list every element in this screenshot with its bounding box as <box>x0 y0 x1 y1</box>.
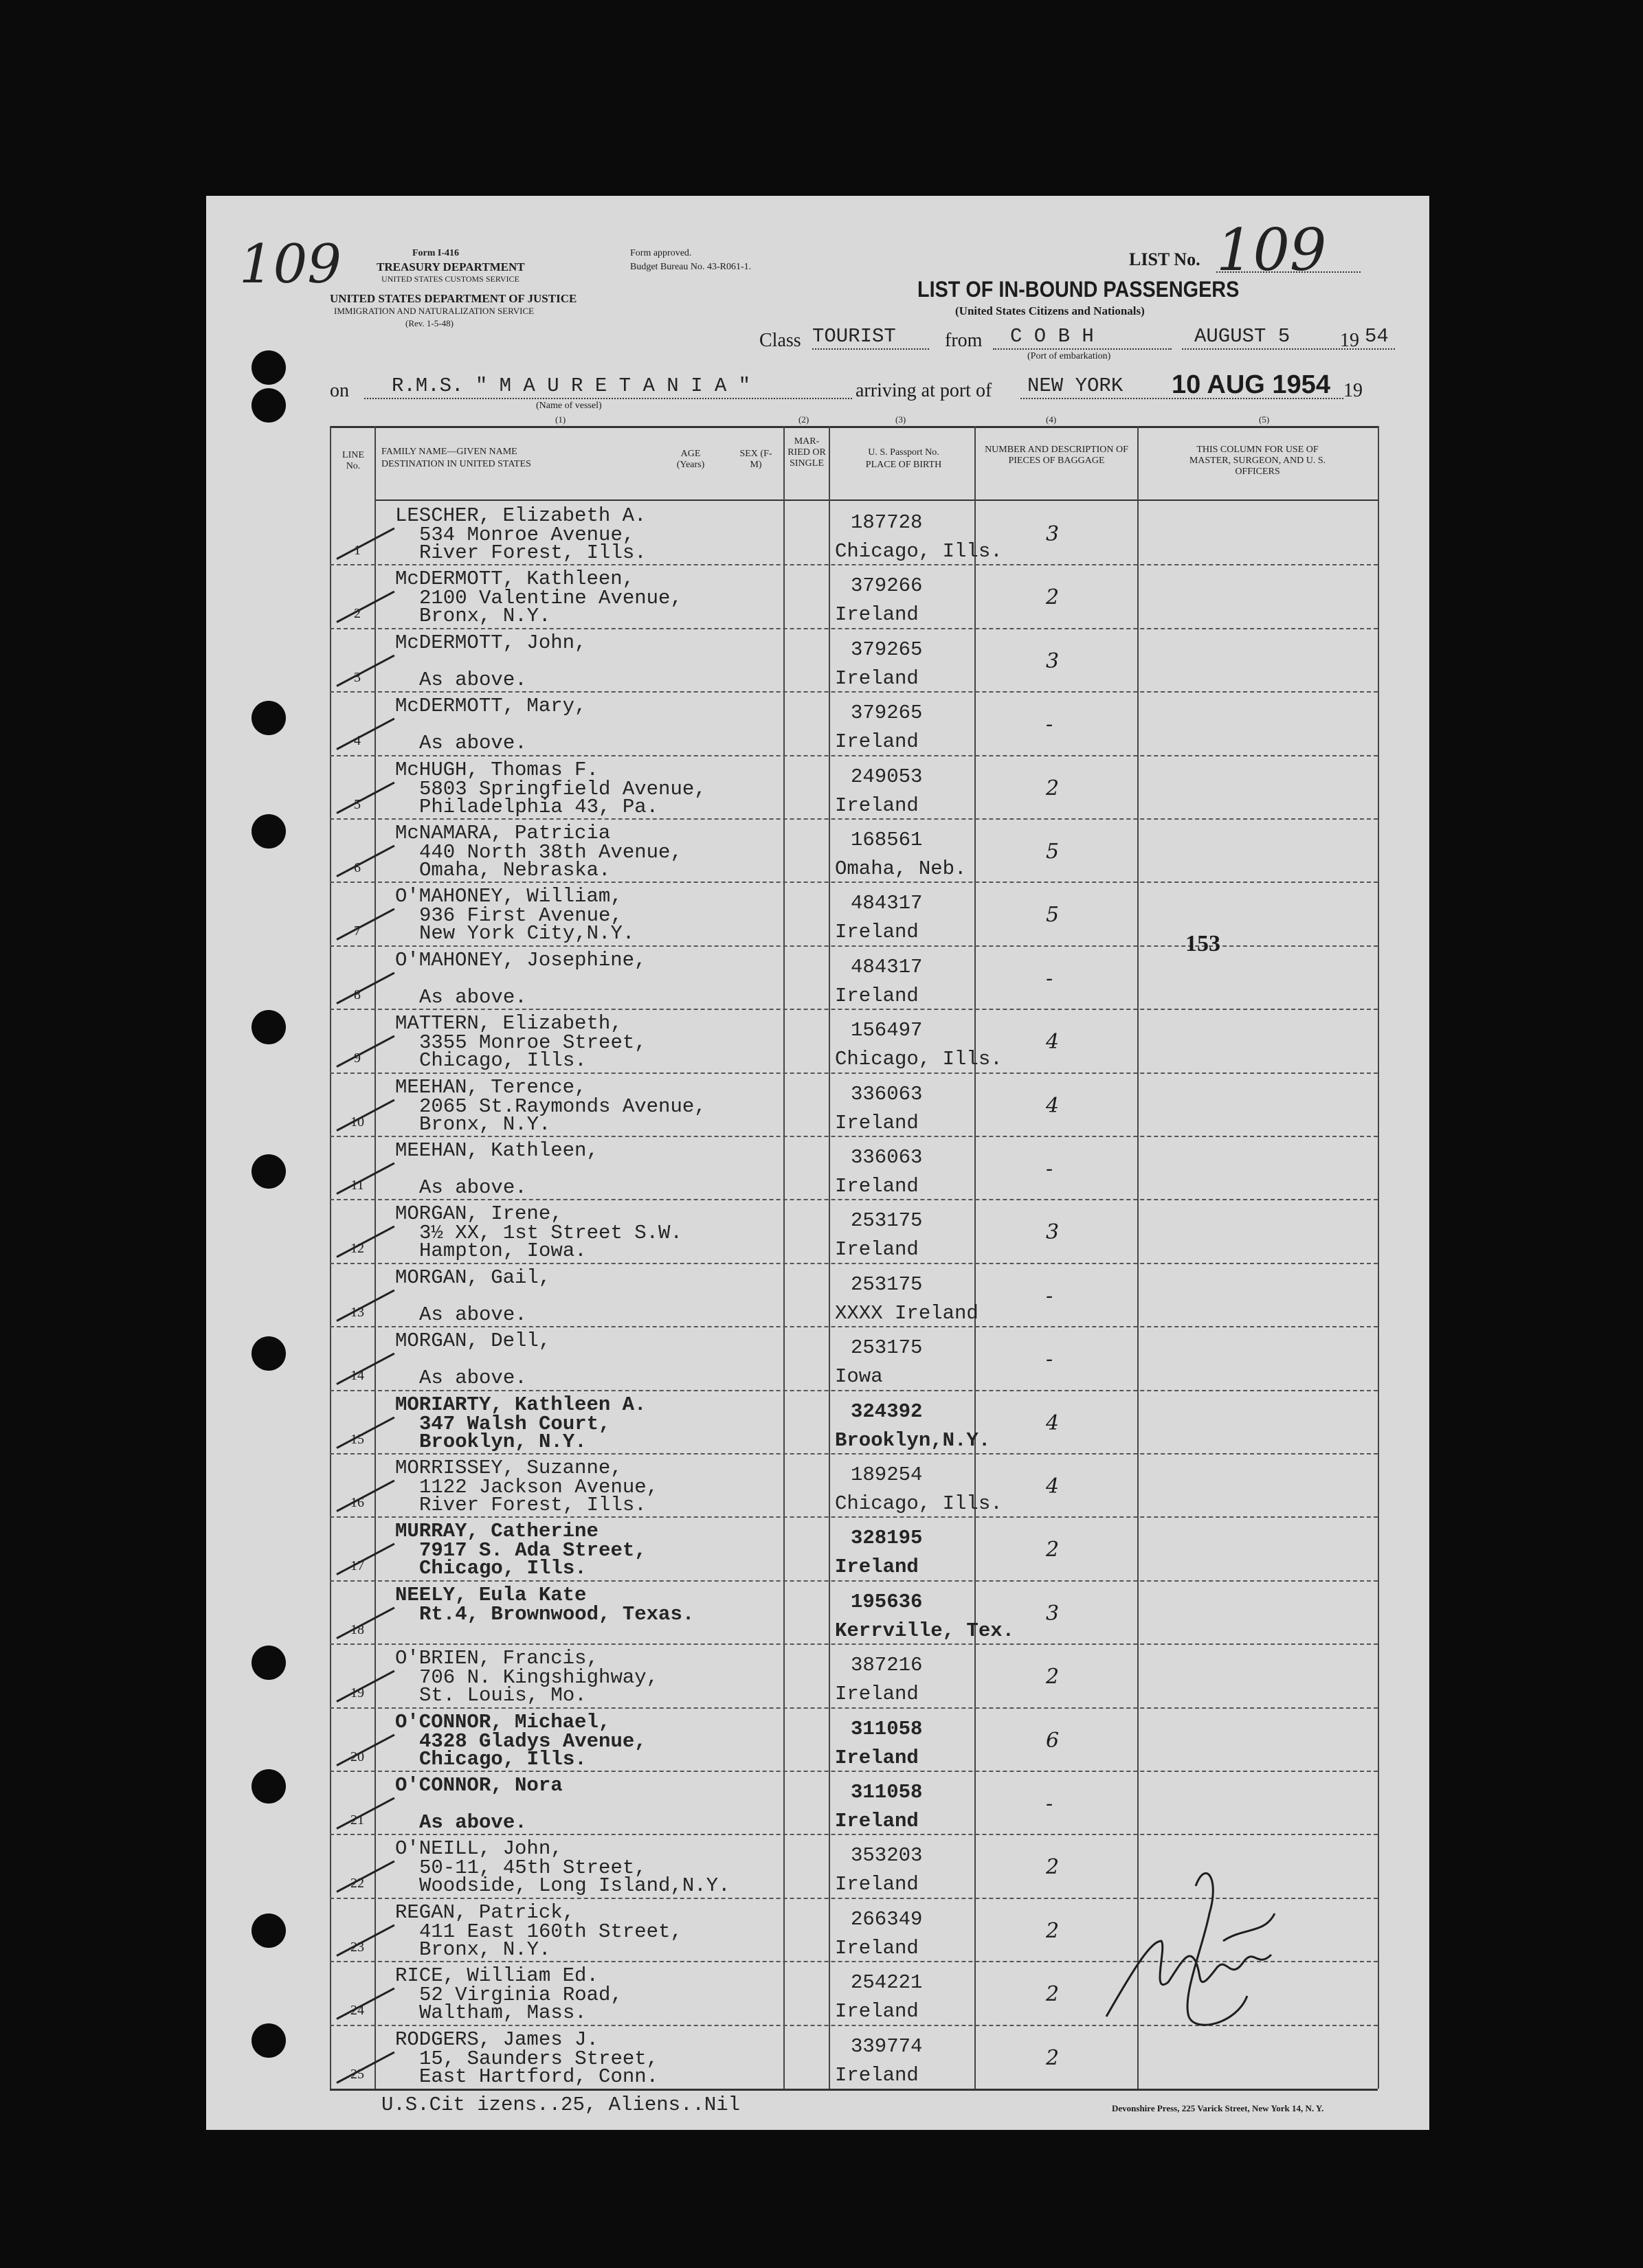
passport-number: 311058 <box>851 1717 923 1740</box>
passenger-name: RODGERS, James J. <box>395 2028 599 2051</box>
passenger-city: As above. <box>419 732 527 755</box>
arriving-year: 19 <box>1343 380 1363 401</box>
passenger-name: MORGAN, Dell, <box>395 1329 551 1353</box>
passport-number: 379266 <box>851 574 923 598</box>
passport-number: 353203 <box>851 1844 923 1867</box>
passenger-address: 440 North 38th Avenue, <box>419 841 682 864</box>
header-line-no: LINE No. <box>342 450 364 471</box>
passenger-address: 706 N. Kingshighway, <box>419 1666 659 1689</box>
justice-department: UNITED STATES DEPARTMENT OF JUSTICE <box>330 292 577 305</box>
year-value: 54 <box>1365 325 1389 348</box>
passenger-city: St. Louis, Mo. <box>419 1684 587 1707</box>
passenger-name: O'BRIEN, Francis, <box>395 1647 599 1670</box>
passport-number: 249053 <box>851 765 923 788</box>
passenger-city: Omaha, Nebraska. <box>419 859 611 882</box>
passenger-address: 411 East 160th Street, <box>419 1920 682 1943</box>
arriving-value: NEW YORK <box>1027 374 1124 397</box>
row-separator <box>330 1516 1378 1518</box>
table-left-border <box>330 426 331 2089</box>
line-number: 12 <box>350 1241 364 1257</box>
passenger-address: 7917 S. Ada Street, <box>419 1539 647 1562</box>
arrival-date-stamp: 10 AUG 1954 <box>1172 370 1330 399</box>
passport-number: 195636 <box>851 1590 923 1613</box>
passenger-city: New York City,N.Y. <box>419 922 635 945</box>
passenger-city: East Hartford, Conn. <box>419 2065 659 2088</box>
header-sex: SEX (F-M) <box>739 449 772 470</box>
place-of-birth: Chicago, Ills. <box>835 1048 1003 1071</box>
place-of-birth: Ireland <box>835 794 919 817</box>
row-separator <box>330 1453 1378 1455</box>
class-label: Class <box>759 330 801 351</box>
passport-number: 336063 <box>851 1146 923 1169</box>
row-separator <box>330 945 1378 947</box>
punch-hole <box>252 388 286 423</box>
column-divider <box>375 426 376 2089</box>
place-of-birth: XXXX Ireland <box>835 1301 979 1325</box>
passenger-address: 936 First Avenue, <box>419 904 623 928</box>
budget-bureau: Budget Bureau No. 43-R061-1. <box>630 262 752 272</box>
column-divider <box>829 426 830 2089</box>
baggage-count: - <box>1046 712 1053 737</box>
form-number: Form I-416 <box>412 248 460 258</box>
place-of-birth: Ireland <box>835 1683 919 1706</box>
form-approved: Form approved. <box>630 248 692 258</box>
on-label: on <box>330 380 349 401</box>
port-note: (Port of embarkation) <box>1027 351 1111 361</box>
place-of-birth: Ireland <box>835 1810 919 1832</box>
passenger-name: MEEHAN, Kathleen, <box>395 1139 599 1162</box>
column-number-1: (1) <box>555 414 566 425</box>
form-subtitle: (United States Citizens and Nationals) <box>955 304 1145 317</box>
punch-hole <box>252 2023 286 2058</box>
baggage-count: - <box>1046 1283 1053 1308</box>
manifest-sheet <box>206 196 1429 2130</box>
from-label: from <box>945 330 983 351</box>
row-separator <box>330 1580 1378 1582</box>
baggage-count: 4 <box>1046 1030 1060 1055</box>
place-of-birth: Ireland <box>835 1936 919 1960</box>
place-of-birth: Ireland <box>835 1238 919 1261</box>
passenger-name: LESCHER, Elizabeth A. <box>395 504 647 527</box>
passenger-city: As above. <box>419 1176 527 1199</box>
baggage-count: 2 <box>1046 1538 1060 1562</box>
customs-service: UNITED STATES CUSTOMS SERVICE <box>381 274 519 284</box>
line-number: 25 <box>350 2066 364 2082</box>
passport-number: 253175 <box>851 1336 923 1360</box>
passenger-name: MEEHAN, Terence, <box>395 1075 587 1099</box>
place-of-birth: Brooklyn,N.Y. <box>835 1428 991 1452</box>
revision-date: (Rev. 1-5-48) <box>405 318 454 328</box>
header-family-name: FAMILY NAME—GIVEN NAME <box>381 447 517 457</box>
punch-hole <box>252 1154 286 1189</box>
line-number: 4 <box>354 733 361 749</box>
passport-number: 253175 <box>851 1209 923 1233</box>
line-number: 11 <box>350 1178 364 1193</box>
row-separator <box>330 1263 1378 1264</box>
passport-number: 339774 <box>851 2034 923 2058</box>
punch-hole <box>252 350 286 385</box>
column-number-3: (3) <box>895 414 906 425</box>
passport-number: 484317 <box>851 955 923 978</box>
row-separator <box>330 818 1378 820</box>
passenger-address: 52 Virginia Road, <box>419 1984 623 2007</box>
passenger-city: River Forest, Ills. <box>419 541 647 564</box>
passport-number: 328195 <box>851 1527 923 1550</box>
row-separator <box>330 564 1378 565</box>
passport-number: 168561 <box>851 829 923 851</box>
year-prefix: 19 <box>1340 330 1359 351</box>
passenger-city: As above. <box>419 668 527 691</box>
passenger-city: As above. <box>419 1303 527 1326</box>
punch-hole <box>252 1769 286 1804</box>
row-separator <box>330 1390 1378 1391</box>
header-officers: THIS COLUMN FOR USE OF MASTER, SURGEON, AND U. S. OFFICERS <box>1189 445 1326 477</box>
header-age: AGE (Years) <box>676 449 705 470</box>
place-of-birth: Ireland <box>835 2000 919 2023</box>
passenger-name: MATTERN, Elizabeth, <box>395 1012 623 1035</box>
punch-hole <box>252 1646 286 1680</box>
place-of-birth: Ireland <box>835 603 919 627</box>
line-number: 17 <box>350 1558 364 1574</box>
passenger-city: Hampton, Iowa. <box>419 1239 587 1263</box>
passenger-city: Chicago, Ills. <box>419 1049 587 1073</box>
passenger-name: MURRAY, Catherine <box>395 1520 599 1543</box>
passport-number: 379265 <box>851 701 923 725</box>
baggage-count: 2 <box>1046 585 1060 610</box>
passport-number: 379265 <box>851 638 923 661</box>
column-divider <box>783 426 785 2089</box>
header-passport: U. S. Passport No. <box>868 447 939 458</box>
line-number: 24 <box>350 2003 364 2019</box>
passport-number: 324392 <box>851 1400 923 1423</box>
place-of-birth: Ireland <box>835 666 919 690</box>
punch-hole <box>252 814 286 849</box>
line-number: 6 <box>354 860 361 875</box>
passenger-name: MORGAN, Gail, <box>395 1266 551 1289</box>
place-of-birth: Ireland <box>835 921 919 944</box>
passenger-name: NEELY, Eula Kate <box>395 1583 587 1606</box>
passenger-city: Chicago, Ills. <box>419 1747 587 1771</box>
passenger-address: 15, Saunders Street, <box>419 2047 659 2070</box>
line-number: 20 <box>350 1749 364 1764</box>
line-number: 2 <box>354 606 361 622</box>
passenger-address: 3355 Monroe Street, <box>419 1031 647 1055</box>
baggage-count: 2 <box>1046 1665 1060 1689</box>
punch-hole <box>252 1010 286 1044</box>
date-value: AUGUST 5 <box>1194 325 1290 348</box>
baggage-count: 2 <box>1046 1918 1060 1943</box>
baggage-count: - <box>1046 1792 1053 1816</box>
baggage-count: 3 <box>1046 1220 1060 1245</box>
passenger-name: MORIARTY, Kathleen A. <box>395 1393 647 1416</box>
punch-hole <box>252 701 286 735</box>
row-separator <box>330 755 1378 756</box>
baggage-count: 3 <box>1046 649 1060 673</box>
place-of-birth: Kerrville, Tex. <box>835 1619 1015 1642</box>
passport-number: 484317 <box>851 892 923 915</box>
passport-number: 253175 <box>851 1272 923 1296</box>
baggage-count: 4 <box>1046 1474 1060 1498</box>
place-of-birth: Ireland <box>835 730 919 754</box>
baggage-count: 5 <box>1046 903 1060 928</box>
line-number: 7 <box>354 923 361 939</box>
row-separator <box>330 882 1378 883</box>
list-no-rule <box>1216 271 1361 273</box>
row-separator <box>330 1643 1378 1645</box>
passenger-city: Brooklyn, N.Y. <box>419 1430 587 1453</box>
table-header-rule <box>375 499 1378 501</box>
passenger-city: Bronx, N.Y. <box>419 605 551 628</box>
place-of-birth: Ireland <box>835 1111 919 1134</box>
passenger-name: MORGAN, Irene, <box>395 1202 563 1226</box>
date-rule <box>1182 348 1395 350</box>
place-of-birth: Ireland <box>835 1175 919 1198</box>
row-separator <box>330 1771 1378 1772</box>
place-of-birth: Ireland <box>835 1746 919 1769</box>
baggage-count: 3 <box>1046 522 1060 546</box>
line-number: 16 <box>350 1495 364 1510</box>
list-no-label: LIST No. <box>1129 249 1200 269</box>
line-number: 9 <box>354 1051 361 1066</box>
list-no-value: 109 <box>1216 216 1327 284</box>
row-separator <box>330 1199 1378 1200</box>
passenger-address: 347 Walsh Court, <box>419 1412 611 1435</box>
row-separator <box>330 1073 1378 1074</box>
passenger-address: 5803 Springfield Avenue, <box>419 777 706 800</box>
passenger-name: McDERMOTT, John, <box>395 631 587 654</box>
line-number: 14 <box>350 1368 364 1384</box>
passport-number: 311058 <box>851 1781 923 1804</box>
passenger-address: Rt.4, Brownwood, Texas. <box>419 1602 695 1626</box>
passenger-name: O'CONNOR, Nora <box>395 1774 563 1797</box>
passenger-city: As above. <box>419 985 527 1009</box>
place-of-birth: Omaha, Neb. <box>835 857 967 880</box>
line-number: 3 <box>354 669 361 685</box>
place-of-birth: Ireland <box>835 1556 919 1579</box>
from-rule <box>993 348 1172 350</box>
passport-number: 266349 <box>851 1907 923 1931</box>
place-of-birth: Chicago, Ills. <box>835 540 1003 563</box>
baggage-count: 3 <box>1046 1601 1060 1626</box>
row-separator <box>330 691 1378 693</box>
table-right-border <box>1378 426 1379 2089</box>
arriving-label: arriving at port of <box>856 380 992 401</box>
passenger-name: RICE, William Ed. <box>395 1964 599 1988</box>
row-separator <box>330 1707 1378 1709</box>
baggage-count: 2 <box>1046 1982 1060 2007</box>
passenger-name: McHUGH, Thomas F. <box>395 758 599 781</box>
vessel-rule <box>364 398 852 399</box>
baggage-count: 2 <box>1046 1855 1060 1880</box>
header-destination: DESTINATION IN UNITED STATES <box>381 459 531 469</box>
column-divider <box>1137 426 1139 2089</box>
immigration-service: IMMIGRATION AND NATURALIZATION SERVICE <box>334 306 535 316</box>
baggage-count: 5 <box>1046 840 1060 864</box>
passenger-name: O'CONNOR, Michael, <box>395 1710 611 1733</box>
row-separator <box>330 628 1378 629</box>
header-baggage: NUMBER AND DESCRIPTION OF PIECES OF BAGGAGE <box>985 445 1128 466</box>
class-rule <box>812 348 929 350</box>
column-number-4: (4) <box>1046 414 1057 425</box>
passenger-city: As above. <box>419 1811 527 1834</box>
passenger-city: Chicago, Ills. <box>419 1557 587 1580</box>
passenger-name: MORRISSEY, Suzanne, <box>395 1457 623 1479</box>
place-of-birth: Ireland <box>835 984 919 1007</box>
vessel-note: (Name of vessel) <box>536 401 602 411</box>
passenger-address: 534 Monroe Avenue, <box>419 524 635 546</box>
passport-number: 156497 <box>851 1019 923 1042</box>
row-separator <box>330 1009 1378 1010</box>
place-of-birth: Ireland <box>835 2063 919 2087</box>
passenger-name: McNAMARA, Patricia <box>395 822 611 844</box>
treasury-department: TREASURY DEPARTMENT <box>377 260 525 273</box>
punch-hole <box>252 2147 286 2181</box>
handwritten-list-number: 109 <box>239 234 342 295</box>
passport-number: 387216 <box>851 1654 923 1677</box>
passenger-address: 2065 St.Raymonds Avenue, <box>419 1094 706 1118</box>
table-top-rule <box>330 426 1378 428</box>
baggage-count: - <box>1046 1347 1053 1372</box>
printer-imprint: Devonshire Press, 225 Varick Street, New York 14, N. Y. <box>1112 2103 1324 2113</box>
header-married: MAR- RIED OR SINGLE <box>787 436 826 469</box>
header-place-of-birth: PLACE OF BIRTH <box>865 460 942 470</box>
passenger-city: As above. <box>419 1367 527 1390</box>
baggage-count: 2 <box>1046 776 1060 800</box>
place-of-birth: Iowa <box>835 1365 883 1389</box>
from-value: C O B H <box>1010 325 1094 348</box>
baggage-count: 2 <box>1046 2045 1060 2070</box>
row-separator <box>330 1136 1378 1137</box>
passenger-city: River Forest, Ills. <box>419 1494 647 1516</box>
place-of-birth: Ireland <box>835 1873 919 1896</box>
baggage-count: - <box>1046 966 1053 991</box>
officer-signature <box>1086 1859 1292 2037</box>
passport-number: 189254 <box>851 1463 923 1486</box>
line-number: 21 <box>350 1812 364 1828</box>
vessel-value: R.M.S. " M A U R E T A N I A " <box>392 374 751 397</box>
passenger-address: 3½ XX, 1st Street S.W. <box>419 1222 682 1245</box>
column-number-2: (2) <box>798 414 809 425</box>
passenger-city: Waltham, Mass. <box>419 2001 587 2025</box>
baggage-count: 4 <box>1046 1093 1060 1118</box>
line-number: 5 <box>354 796 361 812</box>
punch-hole <box>252 1336 286 1371</box>
baggage-count: - <box>1046 1157 1053 1181</box>
officer-note: 153 <box>1185 931 1220 956</box>
passenger-name: O'NEILL, John, <box>395 1837 563 1861</box>
baggage-count: 4 <box>1046 1411 1060 1435</box>
line-number: 22 <box>350 1876 364 1891</box>
punch-hole <box>252 1913 286 1948</box>
passenger-name: McDERMOTT, Kathleen, <box>395 568 635 591</box>
passport-number: 254221 <box>851 1971 923 1995</box>
passenger-name: McDERMOTT, Mary, <box>395 695 587 718</box>
line-number: 19 <box>350 1685 364 1701</box>
passenger-address: 4328 Gladys Avenue, <box>419 1729 647 1753</box>
passenger-address: 50-11, 45th Street, <box>419 1856 647 1880</box>
place-of-birth: Chicago, Ills. <box>835 1492 1003 1515</box>
row-separator <box>330 1834 1378 1835</box>
line-number: 18 <box>350 1621 364 1637</box>
line-number: 10 <box>350 1114 364 1130</box>
passenger-name: O'MAHONEY, Josephine, <box>395 948 647 972</box>
line-number: 1 <box>354 543 361 558</box>
form-title: LIST OF IN-BOUND PASSENGERS <box>917 277 1240 302</box>
passport-number: 187728 <box>851 511 923 534</box>
passenger-city: Bronx, N.Y. <box>419 1112 551 1136</box>
passenger-city: Woodside, Long Island,N.Y. <box>419 1874 730 1898</box>
line-number: 13 <box>350 1304 364 1320</box>
passenger-address: 2100 Valentine Avenue, <box>419 587 682 610</box>
passenger-address: 1122 Jackson Avenue, <box>419 1476 659 1498</box>
line-number: 8 <box>354 987 361 1002</box>
class-value: TOURIST <box>812 325 896 348</box>
passport-number: 336063 <box>851 1082 923 1105</box>
table-bottom-rule <box>330 2089 1378 2091</box>
line-number: 23 <box>350 1939 364 1955</box>
totals-line: U.S.Cit izens..25, Aliens..Nil <box>381 2093 741 2116</box>
line-number: 15 <box>350 1431 364 1447</box>
baggage-count: 6 <box>1046 1728 1060 1753</box>
row-separator <box>330 1326 1378 1327</box>
passenger-city: Philadelphia 43, Pa. <box>419 795 659 818</box>
column-number-5: (5) <box>1259 414 1270 425</box>
passenger-name: O'MAHONEY, William, <box>395 885 623 908</box>
passenger-name: REGAN, Patrick, <box>395 1900 575 1924</box>
passenger-city: Bronx, N.Y. <box>419 1938 551 1961</box>
column-divider <box>974 426 976 2089</box>
